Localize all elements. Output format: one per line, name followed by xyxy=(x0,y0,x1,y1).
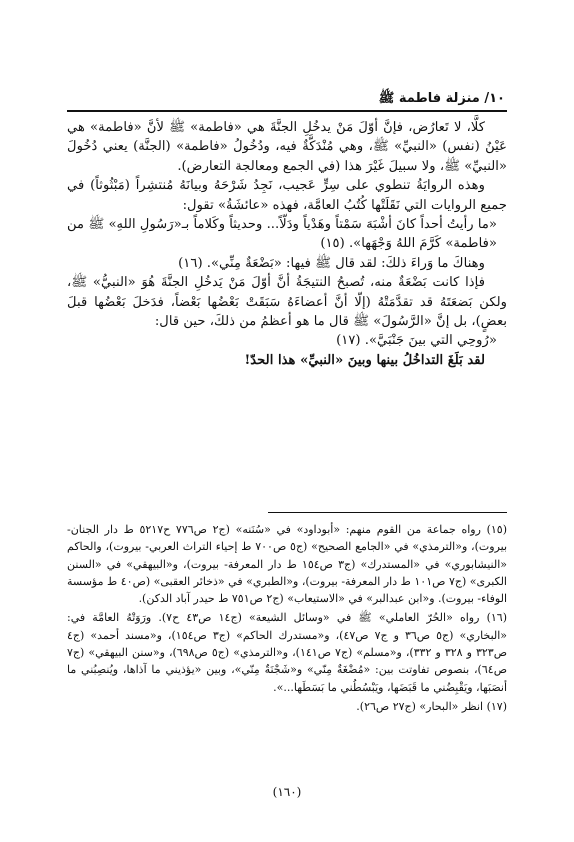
footnote: (١٦) رواه «الحُرّ العاملي» ﷺ في «وسائل الشيعة» (ج١٤ ص٤٣ ح٧). ورَوَتْهُ العامَّة في: «البخاري» (ج٥ ص٣٦ و ج٧ ص٤٧)، و«مستدرك الحاكم» (ج٣ ص١٥٤)، و«مسند أحمد» (ج٤ ص٣٢٣ و ٣٢٨ و ٣٣٢)، و«مسلم» (ج٧ ص١٤١)، و«الترمذي» (ج٥ ص٦٩٨)، و«سنن البيهقي» (ج٧ ص٦٤)، بنصوص تفاوتت بين: «مُضْغَةٌ مِنّي» و«شَجْنَةٌ مِنّي»، وبين «يؤذيني ما آذاها، ويُنصِبُني ما أنصَبَها، ويَقْبِضُني ما قَبَضَها، ويَبْسُطُني ما بَسَطَها...». xyxy=(67,611,508,694)
footnotes xyxy=(67,521,507,717)
paragraph: فإذا كانت بَضْعَةٌ منه، تُصبحُ النتيجَةُ أنَّ أوّلَ مَنْ يَدخُلِ الجنَّةَ هُوَ «النبيُّ» ﷺ، ولكن بَضعَتَهُ قد تقدَّمَتْهُ (إلّا أنَّ أعضاءَهُ سَبَقَتْ بَعْضُها بَعْضاً، فدَخلَ بَعْضُها قبلَ بعضٍ)، بل إنَّ «الرَّسُولَ» ﷺ قال ما هو أعظمُ من ذلكَ، حين قال: xyxy=(67,275,507,330)
header-title: ١٠/ منزلة فاطمة ﷺ xyxy=(378,91,505,106)
running-header xyxy=(67,90,507,112)
quote-paragraph: «ما رأيتُ أحداً كانَ أشْبَهَ سَمْتاً وهَدْياً ودَلّاً... وحديثاً وكَلاماً بـ«رَسُولِ اللهِ» ﷺ من «فاطمة» كَرَّمَ اللهُ وَجْهَها». (١٥) xyxy=(67,217,497,252)
quote-paragraph: «رُوحِي التي بينَ جَنْبَيَّ». (١٧) xyxy=(336,333,497,349)
paragraph: وهذه الروايَةُ تنطوي على سِرٍّ عَجيب، نَجِدُ شَرْحَهُ وبيانَهُ مُنتشِراً (مَبْثُوثاً) في جميع الروايات التي نَقَلَتْها كُتُبُ العامَّة، فهذه «عائشَةُ» تقول: xyxy=(67,178,507,213)
footnote-divider xyxy=(268,512,507,513)
footnote: (١٥) رواه جماعة من القوم منهم: «أبوداود» في «سُنَنه» (ج٢ ص٧٧٦ ح٥٢١٧ ط دار الجنان- بيروت)، و«الترمذي» في «الجامع الصحيح» (ج٥ ص٧٠٠ ط إحياء التراث العربي- بيروت)، والحاكم «النيشابوري» في «المستدرك» (ج٣ ص١٥٤ ط دار المعرفة- بيروت)، و«البيهقي» في «السنن الكبرى» (ج٧ ص١٠١ ط دار المعرفة- بيروت)، و«الطبري» في «ذخائر العقبى» (ص٤٠ ط مؤسسة الوفاء- بيروت). و«ابن عبدالبر» في «الاستيعاب» (ج٢ ص٧٥١ ط حيدر آباد الدكن). xyxy=(67,523,508,606)
page-number: (١٦٠) xyxy=(272,785,302,799)
main-text xyxy=(67,118,507,370)
paragraph: لقد بَلَغَ التداخُلُ بينها وبينَ «النبيِّ» هذا الحدّ! xyxy=(244,352,485,368)
paragraph: وهناكَ ما وَراءَ ذلكَ: لقد قال ﷺ فيها: «بَضْعَةٌ مِنِّي». (١٦) xyxy=(178,255,485,271)
paragraph: كلَّا، لا تَعارُض، فإنَّ أوّلَ مَنْ يدخُلِ الجنَّةَ هي «فاطمة» ﷺ لأنَّ «فاطمة» هي عَيْنُ (نفس) «النبيِّ» ﷺ، وهي مُنْدَكَّةٌ فيه، ودُخُولُ «فاطمة» (الجنَّة) يعني دُخُولَ «النبيِّ» ﷺ، ولا سبيلَ غَيْرَ هذا (في الجمع ومعالجة التعارض). xyxy=(67,120,507,174)
footnote: (١٧) انظر «البحار» (ج٢٧ ص٢٦). xyxy=(356,699,507,713)
